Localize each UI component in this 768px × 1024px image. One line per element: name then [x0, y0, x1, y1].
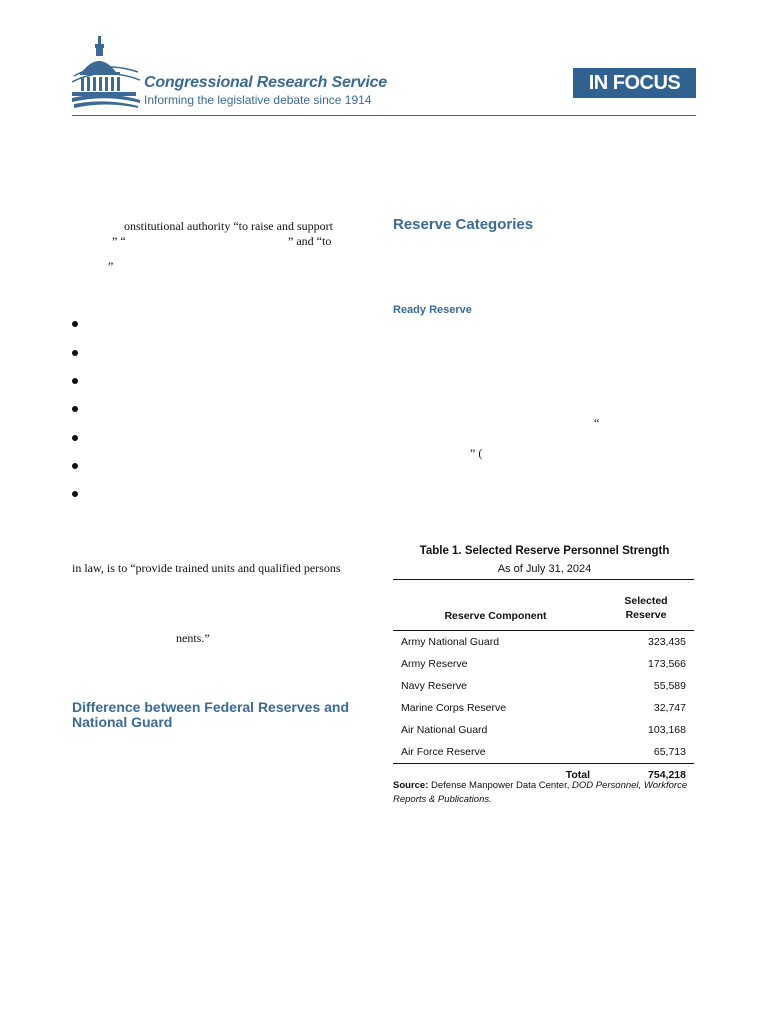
value-cell: 32,747	[653, 702, 686, 714]
component-cell: Marine Corps Reserve	[401, 702, 507, 714]
bullet-point	[72, 435, 78, 441]
table-row	[393, 741, 694, 764]
text-fragment: in law, is to “provide trained units and qualified persons	[72, 561, 341, 575]
total-value: 754,218	[648, 769, 686, 781]
total-label: Total	[565, 769, 590, 781]
table-row	[393, 653, 694, 675]
source-label: Source:	[393, 780, 429, 791]
column-header-selected-reserve: Selected Reserve	[624, 595, 668, 621]
org-tagline: Informing the legislative debate since 1914	[144, 93, 372, 107]
table-subtitle: As of July 31, 2024	[497, 563, 592, 575]
bullet-point	[72, 321, 78, 327]
value-cell: 55,589	[653, 680, 686, 692]
text-fragment: ” and “to	[288, 234, 332, 248]
table-header-row	[393, 580, 694, 631]
value-cell: 103,168	[648, 724, 686, 736]
value-cell: 173,566	[648, 658, 686, 670]
reserve-strength-table	[393, 579, 694, 786]
column-header-component: Reserve Component	[444, 610, 547, 622]
section-heading-reserve-categories: Reserve Categories	[393, 216, 534, 233]
table-row	[393, 719, 694, 741]
component-cell: Army Reserve	[401, 658, 468, 670]
capitol-dome-icon	[72, 36, 140, 108]
table-row	[393, 675, 694, 697]
text-fragment: ” (	[470, 446, 483, 460]
bullet-point	[72, 350, 78, 356]
table-row	[393, 631, 694, 654]
table-title: Table 1. Selected Reserve Personnel Strength	[419, 545, 670, 557]
text-fragment: ”	[108, 259, 114, 273]
text-fragment: nents.”	[176, 631, 210, 645]
subheading-ready-reserve: Ready Reserve	[393, 304, 472, 316]
bullet-point	[72, 463, 78, 469]
source-text: Defense Manpower Data Center,	[431, 780, 570, 791]
header-divider	[72, 115, 696, 116]
text-fragment: “	[594, 416, 600, 430]
table-source-note	[393, 779, 696, 807]
value-cell: 65,713	[653, 746, 686, 758]
bullet-point	[72, 491, 78, 497]
section-heading-difference: Difference between Federal Reserves and National Guard	[72, 699, 350, 730]
component-cell: Army National Guard	[401, 636, 500, 648]
source-publication: DOD Personnel, Workforce Reports & Publications.	[393, 780, 688, 805]
component-cell: Air Force Reserve	[401, 746, 486, 758]
text-fragment: ” “	[112, 234, 126, 248]
bullet-point	[72, 406, 78, 412]
bullet-point	[72, 378, 78, 384]
in-focus-badge: IN FOCUS	[573, 68, 696, 98]
table-row	[393, 697, 694, 719]
value-cell: 323,435	[648, 636, 686, 648]
org-name: Congressional Research Service	[144, 74, 388, 91]
component-cell: Air National Guard	[401, 724, 488, 736]
text-fragment: onstitutional authority “to raise and support	[124, 219, 333, 233]
component-cell: Navy Reserve	[401, 680, 467, 692]
